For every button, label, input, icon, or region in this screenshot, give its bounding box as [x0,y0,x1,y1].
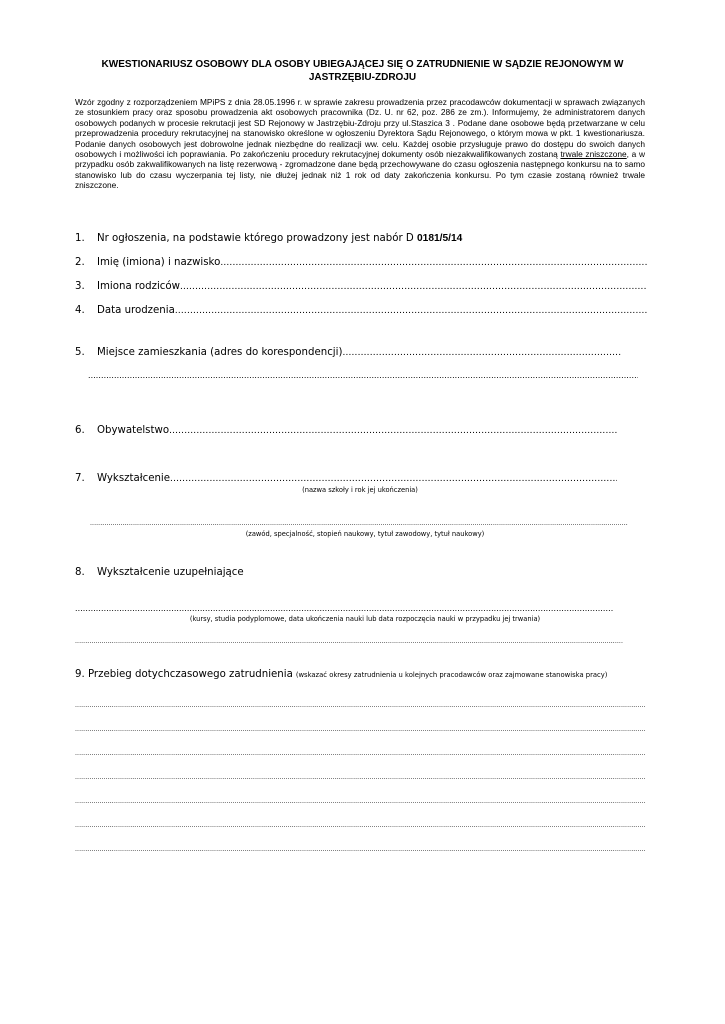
field-parents-names[interactable] [75,280,647,294]
intro-underlined-text: trwale zniszczone [560,149,627,160]
employment-history-line-4[interactable] [75,774,645,784]
employment-history-hint: (wskazać okresy zatrudnienia u kolejnych pracodawców oraz zajmowane stanowiska pracy) [295,671,608,679]
full-name-input-line[interactable] [220,256,647,270]
employment-history-line-6[interactable] [75,822,645,832]
document-title: KWESTIONARIUSZ OSOBOWY DLA OSOBY UBIEGAJĄCEJ SIĘ O ZATRUDNIENIE W SĄDZIE REJONOWYM W JASTRZĘBIU-ZDROJU [101,59,624,83]
employment-history-line-3[interactable] [75,750,645,760]
field-number: 2. [75,257,85,268]
field-label: Data urodzenia [97,305,175,316]
field-number: 1. [75,233,85,244]
additional-education-hint: (kursy, studia podyplomowe, data ukończenia nauki lub data rozpoczęcia nauki w przypadku jej trwania) [189,615,541,623]
employment-history-line-5[interactable] [75,798,645,808]
additional-education-input-line-1[interactable] [75,603,613,615]
profession-hint: (zawód, specjalność, stopień naukowy, tytuł zawodowy, tytuł naukowy) [245,530,485,538]
field-address[interactable] [75,346,621,360]
employment-history-line-7[interactable] [75,846,645,856]
intro-text-part2: , a w przypadku osób zakwalifikowanych na listę rezerwową - zgromadzone dane będą przechowywane do czasu ogłoszenia następnego konkursu na to samo stanowisko lub do czasu wyczerpania tej listy, nie dłużej jednak niż 1 rok od daty zakończenia konkursu. Po tym czasie zostaną również trwale zniszczone. [75,149,645,191]
field-number: 4. [75,305,85,316]
employment-history-line-2[interactable] [75,726,645,736]
field-number: 5. [75,347,85,358]
field-number: 3. [75,281,85,292]
field-number: 6. [75,425,85,436]
additional-education-input-line-2[interactable] [75,638,623,648]
education-input-line[interactable] [170,472,617,486]
field-announcement-number [75,232,647,246]
field-birth-date[interactable] [75,304,647,318]
announcement-number-value: 0181/5/14 [416,233,463,244]
field-full-name[interactable] [75,256,647,270]
address-input-line-2[interactable] [88,370,638,382]
field-label: Wykształcenie uzupełniające [97,567,244,578]
field-education[interactable] [75,472,617,486]
field-label: 9. Przebieg dotychczasowego zatrudnienia [75,669,293,680]
intro-text-part1: Wzór zgodny z rozporządzeniem MPiPS z dnia 28.05.1996 r. w sprawie zakresu prowadzenia przez pracodawców dokumentacji w sprawach związanych ze stosunkiem pracy oraz sposobu prowadzenia akt osobowych pracownika (Dz. U. nr 62, poz. 286 ze zm.). Informujemy, że administratorem danych osobowych podanych w procesie rekrutacji jest SD Rejonowy w Jastrzębiu-Zdroju przy ul.Staszica 3 . Podane dane osobowe będą przetwarzane w celu przeprowadzenia procedury rekrutacyjnej na stanowisko określone w ogłoszeniu Dyrektora Sądu Rejonowego, o którym mowa w pkt. 1 kwestionariusza. Podanie danych osobowych jest dobrowolne jednak niezbędne do realizacji ww. celu. Każdej osobie przysługuje prawo do dostępu do swoich danych osobowych i możliwości ich poprawiania. Po zakończeniu procedury rekrutacyjnej dokumenty osób niezakwalifikowanych zostaną [75,97,645,160]
field-label: Miejsce zamieszkania (adres do korespondencji) [97,347,343,358]
field-label: Obywatelstwo [97,425,170,436]
intro-paragraph [75,97,645,191]
field-citizenship[interactable] [75,424,617,438]
field-additional-education [75,566,647,580]
field-label: Imiona rodziców [97,281,180,292]
birth-date-input-line[interactable] [175,304,647,318]
field-label: Nr ogłoszenia, na podstawie którego prowadzony jest nabór D [97,233,417,244]
citizenship-input-line[interactable] [169,424,617,438]
employment-history-line-1[interactable] [75,702,645,712]
field-number: 8. [75,567,85,578]
profession-input-line[interactable] [90,520,628,530]
field-employment-history [75,668,647,682]
field-number: 7. [75,473,85,484]
field-label: Imię (imiona) i nazwisko [97,257,221,268]
field-label: Wykształcenie [97,473,171,484]
address-input-line[interactable] [342,346,621,360]
parents-names-input-line[interactable] [180,280,647,294]
education-hint: (nazwa szkoły i rok jej ukończenia) [302,486,418,494]
